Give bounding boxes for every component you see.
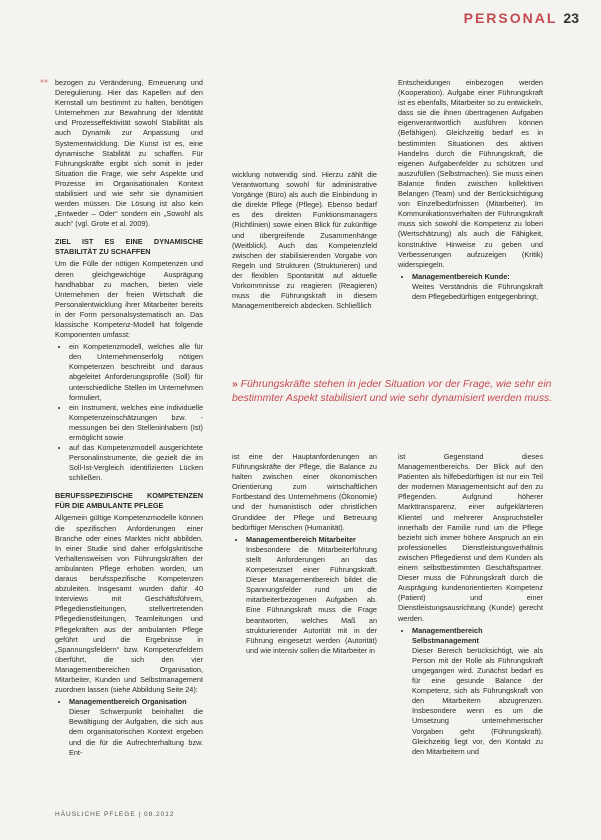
pull-quote-text: Führungskräfte stehen in jeder Situation vor der Frage, wie sehr ein bestimmter Aspekt stabilisiert und wie sehr dynamisiert werden muss. (232, 379, 553, 404)
quote-mark: » (232, 379, 238, 390)
paragraph-balance: ist eine der Hauptanforderungen an Führungskräfte der Pflege, die Balance zu halten zwischen einer ökonomischen Orientierung zum wirtschaftlichen Fortbestand des Unternehmens (Ökonomie) und der humanistisch oder christlichen Grundidee der Pflege und Betreuung bedürftiger Menschen (Humanität). (232, 452, 377, 532)
management-area-list (398, 626, 543, 757)
management-area-text: Weites Verständnis die Führungskraft dem Pflegebedürftigen entgegenbringt, (412, 281, 543, 301)
management-area-text: Dieser Schwerpunkt beinhaltet die Bewältigung der Aufgaben, die sich aus dem organisatorischen Kontext ergeben und die für die Aufrechterhaltung bzw. Ent- (69, 707, 203, 757)
continuation-marker: »» (40, 78, 48, 85)
column-middle-top (232, 170, 377, 311)
management-area-text: Dieser Bereich berücksichtigt, wie als Person mit der Rolle als Führungskraft umgegangen wird. Zunächst bedarf es für eine gesunde Balance der Kompetenz, sich als Führungskraft von den Mitarbeitern abzugrenzen. Insbesondere wenn es um die Umsetzung unternehmerischer Vorgaben geht (Führungskraft). Gleichzeitig liegt vor, den Kontakt zu den Mitarbeitern und (412, 645, 543, 756)
management-area-list (398, 272, 543, 302)
management-area-title: • Managementbereich Kunde: (412, 271, 510, 281)
column-left (55, 78, 203, 760)
subheading-dynamic-stability: ZIEL IST ES EINE DYNAMISCHE STABILITÄT ZU SCHAFFEN (55, 237, 203, 257)
page-number: 23 (563, 10, 579, 26)
management-area-title: • Managementbereich Mitarbeiter (246, 534, 356, 544)
column-middle-bottom (232, 452, 377, 658)
list-item (412, 626, 543, 757)
list-item (246, 535, 377, 656)
management-area-list (55, 697, 203, 758)
column-right-bottom (398, 452, 543, 759)
list-item: • ein Kompetenzmodell, welches alle für den Unternehmenserfolg nötigen Kompetenzen beschreibt und daraus abgeleitet Anforderungsprofile (Soll) für unterschiedliche Stellen im Unternehmen formuliert, (69, 342, 203, 403)
list-item (69, 697, 203, 758)
paragraph-organisation-cont: wicklung notwendig sind. Hierzu zählt die Verantwortung sowohl für administrative Vorgänge (Büro) als auch die Einbindung in die direkte Pflege (Pflege). Ebenso bedarf es des direkten Funktionsmanagers (Richtlinien) sowie einen Blick für zukünftige und übergreifende Zusammenhänge (Weitblick). Auch das Kompetenzfeld zwischen der stabilisierenden Vorgabe von Regeln und Strukturen (Strukturieren) und der flexiblen Spontanität auf aktuelle Vorkommnisse zu reagieren (Reagieren) muss die Führungskraft in diesem Managementbereich abdecken. Schließlich (232, 170, 377, 311)
pull-quote (232, 378, 557, 406)
management-area-list (232, 535, 377, 656)
management-area-title: • Managementbereich Selbstmanagement (412, 625, 483, 645)
column-right-top (398, 78, 543, 304)
page-header (464, 10, 579, 26)
list-item: • ein Instrument, welches eine individuelle Kompetenzeinschätzungen bzw. -messungen bei den Stelleninhabern (Ist) ermöglicht sowie (69, 403, 203, 443)
paragraph-study: Allgemein gültige Kompetenzmodelle können die spezifischen Anforderungen einer Branche oder eines Marktes nicht abbilden. In einer Studie sind daher erfolgskritische Verhaltensweisen von Führungskräften der ambulanten Pflege erhoben worden, um daraus berufsspezifische Kompetenzen abzuleiten. Insgesamt wurden dafür 40 Interviews mit Geschäftsführern, Pflegedienstleitungen, stellvertretenden Pflegedienstleitungen, Teamleitungen und Pflegekräften aus der ambulanten Pflege geführt und die Ergebnisse in „Spannungsfeldern“ bzw. Kompetenzfeldern überführt, die sich den vier Managementbereichen Organisation, Mitarbeiter, Kunden und Selbstmanagement zuordnen lassen (siehe Abbildung Seite 24): (55, 513, 203, 695)
management-area-text: Insbesondere die Mitarbeiterführung stellt Anforderungen an das Kompetenzset einer Führungskraft. Dieser Managementbereich bildet die Spannungsfelder rund um die mitarbeiterbezogenen Aufgaben ab. Eine Führungskraft muss die Frage beantworten, welches Maß an strukturierender Autorität mit in der Führung eingesetzt werden (Autorität) und wie intensiv sollen die Mitarbeiter in (246, 544, 377, 655)
intro-paragraph: bezogen zu Veränderung, Erneuerung und Deregulierung. Hier das Kapellen auf den Kernstall um bestimmt zu halten, benötigen Unternehmen zur Bewahrung der Identität und Prozesseffektivität sowohl Stabilität als auch Dynamik zur Anpassung und Systementwicklung. Die Kunst ist es, eine dynamische Stabilität zu schaffen. Für Führungskräfte ergibt sich somit in jeder Situation die Frage, wie sehr Aspekte und Prozesse im Organisationalen Kontext stabilisiert und wie sehr sie dynamisiert werden müssen. Die Lösung ist also kein „Entweder – Oder“ sondern ein „Sowohl als auch“ (vgl. Grote et al. 2009). (55, 78, 203, 229)
paragraph-competence-model: Um die Fülle der nötigen Kompetenzen und deren gleichgewichtige Ausprägung handhabbar zu machen, bieten viele Unternehmen der freien Wirtschaft die Personalentwicklung ihrer Mitarbeiter bereits in der Form personalsystematisch an. Das klassische Kompetenz-Modell hat folgende Komponenten umfasst: (55, 259, 203, 340)
management-area-title: • Managementbereich Organisation (69, 697, 187, 707)
component-list (55, 342, 203, 483)
section-label: PERSONAL (463, 10, 558, 26)
subheading-ambulant-care: BERUFSSPEZIFISCHE KOMPETENZEN FÜR DIE AMBULANTE PFLEGE (55, 491, 203, 511)
page-footer: HÄUSLICHE PFLEGE | 08.2012 (55, 811, 175, 818)
list-item (412, 272, 543, 302)
paragraph-mitarbeiter-cont: Entscheidungen einbezogen werden (Kooperation). Aufgabe einer Führungskraft ist es ebenfalls, Mitarbeiter so zu entwickeln, dass sie die ihnen übertragenen Aufgaben eigenverantwortlich ausführen können (Befähigen). Gleichzeitig bedarf es in bestimmten Situationen des aktiven Handelns durch die Führungskraft, die eigenen Aufgabenfelder zu schützen und auszufüllen (Selbstmachen). Sie muss einen Balance finden zwischen kollektiven Belangen (Team) und der Berücksichtigung von Einzelbedürfnissen (Mitarbeiter). Im Kommunikationsverhalten der Führungskraft muss sich sowohl die Kompetenz zu loben (Wertschätzung) als auch die Fähigkeit, konstruktive Hinweise zu geben und Verbesserungen aufzuzeigen (Kritik) widerspiegeln. (398, 78, 543, 269)
paragraph-kunde-cont: ist Gegenstand dieses Managementbereichs. Der Blick auf den Patienten als hilfebedürftigen ist nur ein Teil der modernen Managementsicht auf den zu Pflegenden. Aufgrund höherer Markttransparenz, einer aufgeklärteren Klientel und mehrerer Anspruchsteller innerhalb der Familie rund um die Pflege bezieht sich immer höhere Anspruch an ein professionelles Dienstleistungsverhältnis zwischen Pflegedienst und dem Kunden als einem selbstbestimmten Geschäftspartner. Dieser muss die Führungskraft durch die Ausprägung kundenorientierten Kompetenz (Patient) und einer Dienstleistungsausrichtung (Kunde) gerecht werden. (398, 452, 543, 623)
list-item: • auf das Kompetenzmodell ausgerichtete Personalinstrumente, die gezielt die im Soll-Ist-Vergleich identifizierten Lücken schließen. (69, 443, 203, 483)
